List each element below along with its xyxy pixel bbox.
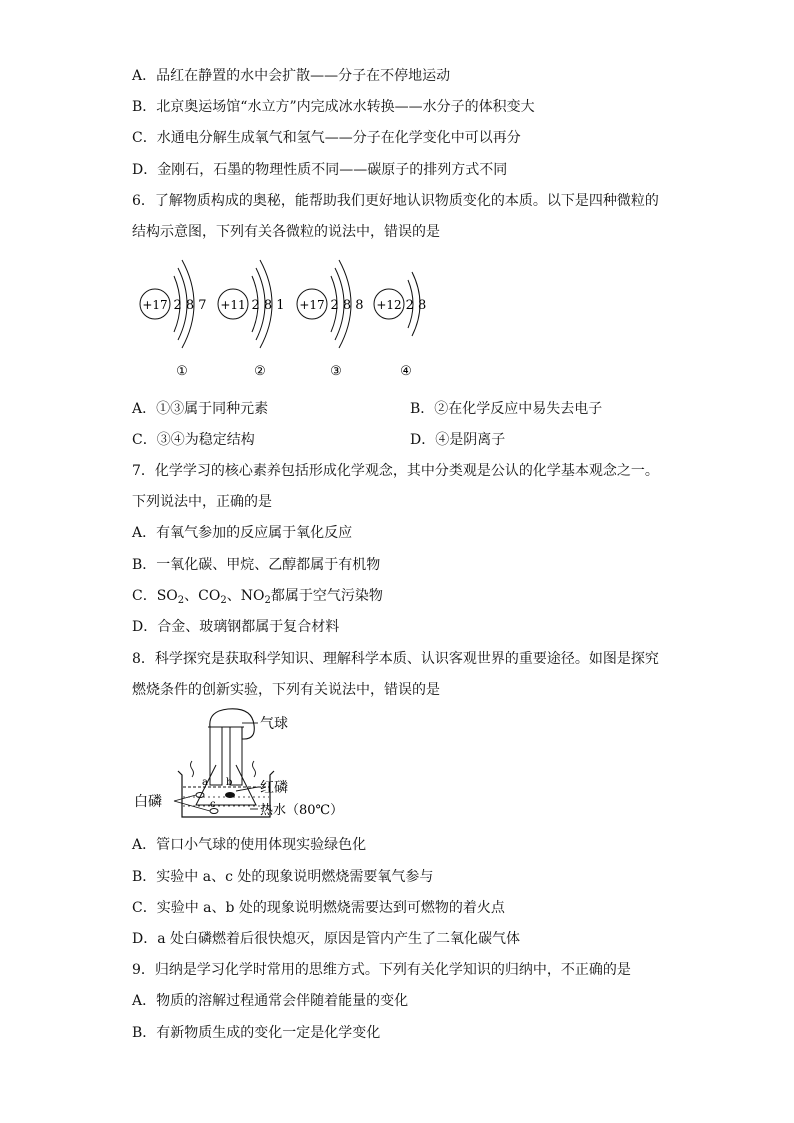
particle-3 bbox=[297, 260, 364, 379]
q7-option-c-mid2: 、NO bbox=[226, 588, 265, 604]
particle-2-electrons: 2 8 1 bbox=[251, 298, 285, 313]
label-b: b bbox=[226, 777, 233, 788]
q7-option-d: D．合金、玻璃钢都属于复合材料 bbox=[132, 619, 340, 635]
q7-option-c-sub2: 2 bbox=[220, 595, 227, 606]
q9-option-a: A．物质的溶解过程通常会伴随着能量的变化 bbox=[132, 993, 409, 1009]
label-white-phosphorus: 白磷 bbox=[134, 794, 162, 810]
balloon bbox=[210, 709, 254, 739]
particle-4-electrons: 2 8 bbox=[405, 298, 427, 313]
q7-option-c-prefix: C．SO bbox=[132, 588, 178, 604]
q8-option-d: D．a 处白磷燃着后很快熄灭，原因是管内产生了二氧化碳气体 bbox=[132, 931, 521, 947]
particle-2-nucleus: +11 bbox=[220, 298, 246, 312]
q7-option-c-sub3: 2 bbox=[264, 595, 271, 606]
q7-option-c-mid1: 、CO bbox=[184, 588, 221, 604]
q7-stem-line2: 下列说法中，正确的是 bbox=[132, 494, 272, 510]
label-a: a bbox=[202, 777, 208, 788]
particle-1-electrons: 2 8 7 bbox=[173, 298, 207, 313]
q8-option-a: A．管口小气球的使用体现实验绿色化 bbox=[132, 837, 367, 853]
q8-stem-line2: 燃烧条件的创新实验，下列有关说法中，错误的是 bbox=[132, 682, 440, 698]
particle-2-label: ② bbox=[254, 364, 266, 379]
q6-option-c: C．③④为稳定结构 bbox=[132, 432, 255, 448]
q6-stem-line1: 6．了解物质构成的奥秘，能帮助我们更好地认识物质变化的本质。以下是四种微粒的 bbox=[132, 193, 659, 209]
atomic-structure-diagram bbox=[130, 250, 450, 385]
q9-stem: 9．归纳是学习化学时常用的思维方式。下列有关化学知识的归纳中，不正确的是 bbox=[132, 962, 631, 978]
q7-stem-line1: 7．化学学习的核心素养包括形成化学观念，其中分类观是公认的化学基本观念之一。 bbox=[132, 463, 659, 479]
label-red-phosphorus: 红磷 bbox=[260, 780, 288, 796]
q7-option-c bbox=[132, 586, 383, 611]
particle-4-nucleus: +12 bbox=[376, 298, 402, 312]
particle-3-nucleus: +17 bbox=[299, 298, 325, 312]
q8-option-c: C．实验中 a、b 处的现象说明燃烧需要达到可燃物的着火点 bbox=[132, 900, 505, 916]
label-balloon: 气球 bbox=[260, 716, 288, 732]
particle-4 bbox=[374, 272, 426, 379]
combustion-experiment-diagram bbox=[130, 705, 370, 825]
label-hot-water: 热水（80℃） bbox=[260, 803, 344, 818]
q5-option-b: B．北京奥运场馆“水立方”内完成冰水转换——水分子的体积变大 bbox=[132, 99, 535, 115]
particle-3-electrons: 2 8 8 bbox=[330, 298, 364, 313]
q5-option-a: A．品红在静置的水中会扩散——分子在不停地运动 bbox=[132, 68, 451, 84]
q5-option-d: D．金刚石，石墨的物理性质不同——碳原子的排列方式不同 bbox=[132, 162, 508, 178]
q7-option-c-sub1: 2 bbox=[177, 595, 185, 606]
q6-option-b: B．②在化学反应中易失去电子 bbox=[410, 401, 603, 417]
particle-2 bbox=[218, 260, 285, 379]
particle-1-label: ① bbox=[176, 364, 188, 379]
q6-stem-line2: 结构示意图，下列有关各微粒的说法中，错误的是 bbox=[132, 224, 440, 240]
q8-stem-line1: 8．科学探究是获取科学知识、理解科学本质、认识客观世界的重要途径。如图是探究 bbox=[132, 651, 659, 667]
q9-option-b: B．有新物质生成的变化一定是化学变化 bbox=[132, 1025, 381, 1041]
q8-option-b: B．实验中 a、c 处的现象说明燃烧需要氧气参与 bbox=[132, 869, 434, 885]
q5-option-c: C．水通电分解生成氧气和氢气——分子在化学变化中可以再分 bbox=[132, 130, 521, 146]
q7-option-b: B．一氧化碳、甲烷、乙醇都属于有机物 bbox=[132, 557, 381, 573]
q7-option-c-suffix: 都属于空气污染物 bbox=[270, 588, 383, 604]
particle-3-label: ③ bbox=[330, 364, 342, 379]
label-c: c bbox=[210, 799, 216, 810]
q6-option-d: D．④是阴离子 bbox=[410, 432, 506, 448]
q7-option-a: A．有氧气参加的反应属于氧化反应 bbox=[132, 525, 353, 541]
particle-1-nucleus: +17 bbox=[142, 298, 168, 312]
q6-option-a: A．①③属于同种元素 bbox=[132, 401, 269, 417]
particle-1 bbox=[140, 260, 207, 379]
particle-4-label: ④ bbox=[400, 364, 412, 379]
